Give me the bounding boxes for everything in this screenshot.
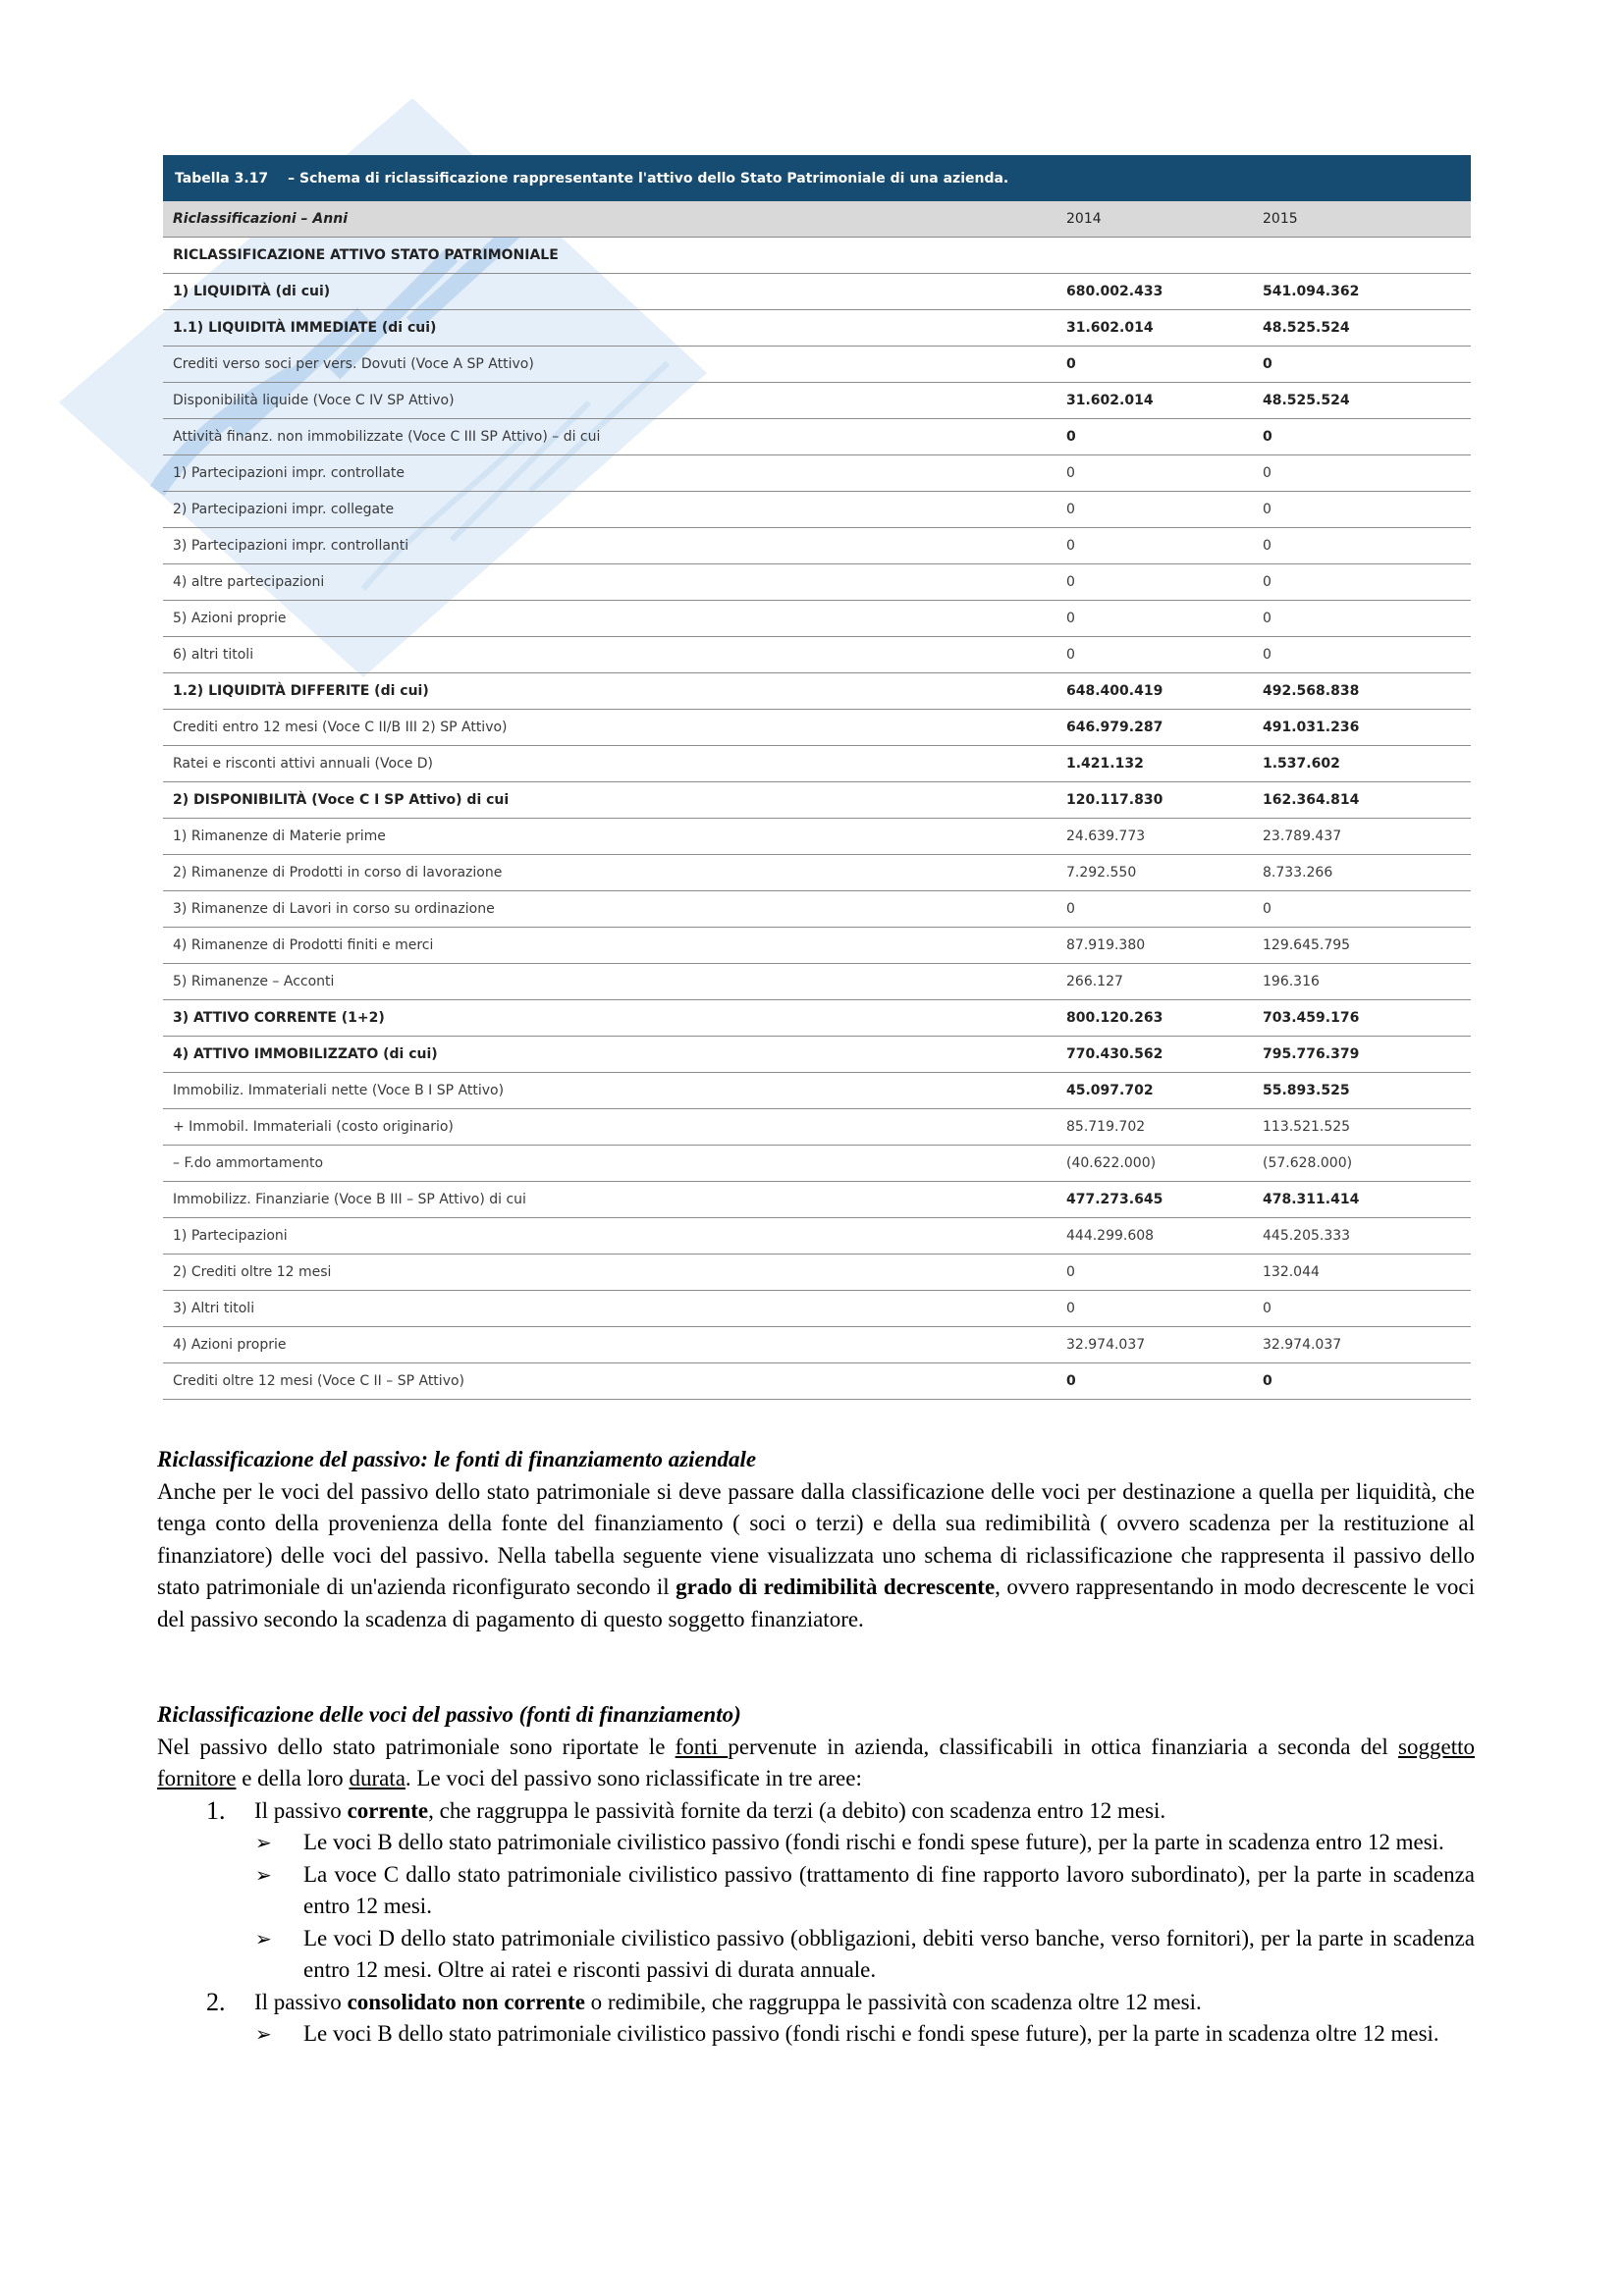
row-value-2014: 0 — [1066, 429, 1076, 445]
row-value-2015: 0 — [1263, 538, 1271, 554]
list-text-part: , che raggruppa le passività fornite da terzi (a debito) con scadenza entro 12 mesi. — [428, 1797, 1166, 1823]
row-value-2015: 23.789.437 — [1263, 828, 1342, 844]
row-value-2015: 0 — [1263, 647, 1271, 663]
row-value-2014: 0 — [1066, 1301, 1075, 1316]
table-caption — [163, 155, 1471, 201]
header-2014: 2014 — [1066, 211, 1102, 227]
table-row — [163, 1037, 1471, 1073]
row-value-2015: 478.311.414 — [1263, 1192, 1360, 1207]
row-value-2015: 0 — [1263, 1301, 1271, 1316]
para-underline: durata — [349, 1766, 406, 1790]
row-label: 3) ATTIVO CORRENTE (1+2) — [173, 1010, 385, 1026]
para-text: pervenute in azienda, classificabili in ottica finanziaria a seconda del — [728, 1734, 1399, 1759]
row-value-2015: 132.044 — [1263, 1264, 1320, 1280]
bullet-text: Le voci D dello stato patrimoniale civilistico passivo (obbligazioni, debiti verso banche, verso fornitori), per la parte in scadenza entro 12 mesi. Oltre ai ratei e risconti passivi di durata annuale. — [303, 1925, 1475, 1982]
row-value-2014: 0 — [1066, 1264, 1075, 1280]
para-text: Anche per le voci del passivo dello stato patrimoniale si deve passare dalla classificazione delle voci per destinazione a quella per liquidità, che tenga conto della provenienza della fonte del finanziamento ( soci o terzi) e della sua redimibilità ( ovvero scadenza per la restituzione al finanziatore) delle voci del passivo. Nella tabella seguente viene visualizzata uno schema di riclassificazione che rappresenta il passivo dello stato patrimoniale di un'azienda riconfigurato secondo il — [157, 1478, 1475, 1599]
row-value-2015: 1.537.602 — [1263, 756, 1340, 772]
row-value-2014: 648.400.419 — [1066, 683, 1163, 699]
table-row — [163, 383, 1471, 419]
bullet-item — [255, 2018, 1475, 2051]
row-value-2014: 1.421.132 — [1066, 756, 1144, 772]
para-underline: soggetto fornitore — [157, 1734, 1475, 1790]
para-text: , ovvero rappresentando in modo decrescente le voci del passivo secondo la scadenza di pagamento di questo soggetto finanziatore. — [157, 1575, 1475, 1631]
row-value-2014: 0 — [1066, 611, 1075, 626]
row-value-2015: (57.628.000) — [1263, 1155, 1353, 1171]
row-value-2015: 703.459.176 — [1263, 1010, 1360, 1026]
row-value-2015: 0 — [1263, 574, 1271, 590]
section-paragraph — [157, 1732, 1475, 1795]
row-label: + Immobil. Immateriali (costo originario) — [173, 1119, 454, 1135]
table-row — [163, 1291, 1471, 1327]
row-value-2015: 0 — [1263, 1373, 1272, 1389]
list-number: 2. — [206, 1987, 226, 2016]
row-value-2014: 646.979.287 — [1066, 720, 1163, 735]
table-row — [163, 928, 1471, 964]
table-row — [163, 347, 1471, 383]
list-text — [254, 1795, 1475, 1828]
row-value-2014: 32.974.037 — [1066, 1337, 1146, 1353]
bullet-item — [255, 1859, 1475, 1923]
row-value-2014: 31.602.014 — [1066, 320, 1154, 336]
table-row — [163, 1182, 1471, 1218]
row-label: 1) Rimanenze di Materie prime — [173, 828, 386, 844]
row-value-2014: 7.292.550 — [1066, 865, 1137, 881]
table-row — [163, 564, 1471, 601]
row-label: 2) Partecipazioni impr. collegate — [173, 502, 395, 517]
row-value-2014: 0 — [1066, 1373, 1076, 1389]
table-row — [163, 601, 1471, 637]
table-row — [163, 819, 1471, 855]
row-value-2015: 491.031.236 — [1263, 720, 1360, 735]
table-row — [163, 238, 1471, 274]
row-label: 2) Rimanenze di Prodotti in corso di lavorazione — [173, 865, 503, 881]
section-paragraph — [157, 1476, 1475, 1636]
row-value-2015: 48.525.524 — [1263, 393, 1350, 408]
row-value-2014: 477.273.645 — [1066, 1192, 1163, 1207]
bullet-item — [255, 1827, 1475, 1859]
row-label: Attività finanz. non immobilizzate (Voce C III SP Attivo) – di cui — [173, 429, 601, 445]
row-value-2015: 541.094.362 — [1263, 284, 1360, 299]
row-value-2015: 0 — [1263, 356, 1272, 372]
bullet-item — [255, 1923, 1475, 1987]
row-value-2015: 445.205.333 — [1263, 1228, 1351, 1244]
table-row — [163, 673, 1471, 710]
section-heading: Riclassificazione del passivo: le fonti di finanziamento aziendale — [157, 1447, 757, 1471]
attivo-table — [163, 155, 1471, 1400]
row-value-2015: 0 — [1263, 901, 1271, 917]
row-label: 1) LIQUIDITÀ (di cui) — [173, 284, 331, 299]
row-value-2014: 0 — [1066, 538, 1075, 554]
row-label: Crediti oltre 12 mesi (Voce C II – SP Attivo) — [173, 1373, 465, 1389]
row-value-2015: 0 — [1263, 502, 1271, 517]
table-header-row — [163, 201, 1471, 238]
table-row — [163, 1073, 1471, 1109]
table-row — [163, 310, 1471, 347]
bullet-text: Le voci B dello stato patrimoniale civilistico passivo (fondi rischi e fondi spese future), per la parte in scadenza entro 12 mesi. — [303, 1830, 1444, 1854]
row-label: 1.1) LIQUIDITÀ IMMEDIATE (di cui) — [173, 320, 437, 336]
para-underline: fonti — [675, 1734, 729, 1759]
section-passivo-intro — [157, 1444, 1475, 1635]
row-value-2015: 129.645.795 — [1263, 937, 1351, 953]
row-value-2015: 492.568.838 — [1263, 683, 1360, 699]
row-label: Immobilizz. Finanziarie (Voce B III – SP Attivo) di cui — [173, 1192, 526, 1207]
table-row — [163, 455, 1471, 492]
table-row — [163, 1218, 1471, 1255]
arrow-bullet-icon: ➢ — [255, 1862, 272, 1887]
row-value-2014: 31.602.014 — [1066, 393, 1154, 408]
table-row — [163, 710, 1471, 746]
bullet-text: Le voci B dello stato patrimoniale civilistico passivo (fondi rischi e fondi spese future), per la parte in scadenza oltre 12 mesi. — [303, 2021, 1439, 2046]
row-value-2015: 795.776.379 — [1263, 1046, 1360, 1062]
table-caption-text: – Schema di riclassificazione rappresentante l'attivo dello Stato Patrimoniale di una azienda. — [288, 170, 1009, 187]
table-row — [163, 1000, 1471, 1037]
arrow-bullet-icon: ➢ — [255, 1831, 272, 1854]
row-value-2014: 800.120.263 — [1066, 1010, 1163, 1026]
row-value-2014: 0 — [1066, 465, 1075, 481]
section-heading: Riclassificazione delle voci del passivo (fonti di finanziamento) — [157, 1702, 741, 1727]
row-label: 1) Partecipazioni impr. controllate — [173, 465, 406, 481]
row-label: 6) altri titoli — [173, 647, 254, 663]
row-value-2014: 444.299.608 — [1066, 1228, 1155, 1244]
table-row — [163, 637, 1471, 673]
row-value-2014: 0 — [1066, 356, 1076, 372]
list-item-1 — [206, 1795, 1475, 1828]
row-label: 4) Rimanenze di Prodotti finiti e merci — [173, 937, 434, 953]
arrow-bullet-icon: ➢ — [255, 2022, 272, 2046]
row-value-2014: 87.919.380 — [1066, 937, 1146, 953]
table-row — [163, 746, 1471, 782]
row-label: 4) ATTIVO IMMOBILIZZATO (di cui) — [173, 1046, 438, 1062]
table-row — [163, 1255, 1471, 1291]
row-value-2015: 0 — [1263, 429, 1272, 445]
list-text-part: Il passivo — [254, 1989, 348, 2014]
row-label: 5) Azioni proprie — [173, 611, 287, 626]
list-item-2 — [206, 1987, 1475, 2019]
row-value-2014: 770.430.562 — [1066, 1046, 1163, 1062]
table-row — [163, 1146, 1471, 1182]
table-body — [163, 238, 1471, 1400]
table-row — [163, 1363, 1471, 1400]
table-caption-number: Tabella 3.17 — [175, 170, 269, 187]
row-value-2015: 113.521.525 — [1263, 1119, 1351, 1135]
table-row — [163, 782, 1471, 819]
bullet-text: La voce C dallo stato patrimoniale civilistico passivo (trattamento di fine rapporto lavoro subordinato), per la parte in scadenza entro 12 mesi. — [303, 1861, 1475, 1918]
row-value-2015: 0 — [1263, 465, 1271, 481]
row-value-2014: (40.622.000) — [1066, 1155, 1157, 1171]
list-text-part: Il passivo — [254, 1797, 348, 1823]
list-text — [254, 1987, 1475, 2019]
header-2015: 2015 — [1263, 211, 1298, 227]
row-label: 1.2) LIQUIDITÀ DIFFERITE (di cui) — [173, 683, 429, 699]
row-label: 3) Partecipazioni impr. controllanti — [173, 538, 409, 554]
row-label: 3) Rimanenze di Lavori in corso su ordinazione — [173, 901, 495, 917]
row-label: 3) Altri titoli — [173, 1301, 255, 1316]
row-label: Crediti verso soci per vers. Dovuti (Voce A SP Attivo) — [173, 356, 534, 372]
row-label: 5) Rimanenze – Acconti — [173, 974, 335, 989]
table-row — [163, 528, 1471, 564]
list-number: 1. — [206, 1795, 226, 1825]
section-voci-passivo — [157, 1699, 1475, 2051]
row-label: Immobiliz. Immateriali nette (Voce B I SP Attivo) — [173, 1083, 505, 1098]
arrow-bullet-icon: ➢ — [255, 1926, 272, 1950]
row-value-2014: 680.002.433 — [1066, 284, 1163, 299]
row-value-2014: 0 — [1066, 502, 1075, 517]
row-label: 4) Azioni proprie — [173, 1337, 287, 1353]
row-value-2015: 162.364.814 — [1263, 792, 1360, 808]
row-label: RICLASSIFICAZIONE ATTIVO STATO PATRIMONIALE — [173, 247, 559, 263]
row-value-2015: 32.974.037 — [1263, 1337, 1342, 1353]
table-row — [163, 419, 1471, 455]
table-row — [163, 1327, 1471, 1363]
row-value-2014: 0 — [1066, 647, 1075, 663]
table-row — [163, 274, 1471, 310]
header-label: Riclassificazioni – Anni — [173, 211, 349, 227]
row-label: Ratei e risconti attivi annuali (Voce D) — [173, 756, 434, 772]
row-value-2014: 24.639.773 — [1066, 828, 1146, 844]
table-row — [163, 891, 1471, 928]
row-value-2015: 8.733.266 — [1263, 865, 1333, 881]
table-row — [163, 1109, 1471, 1146]
row-label: – F.do ammortamento — [173, 1155, 324, 1171]
row-value-2014: 0 — [1066, 574, 1075, 590]
para-bold: grado di redimibilità decrescente — [676, 1575, 996, 1599]
row-label: 1) Partecipazioni — [173, 1228, 288, 1244]
list-text-bold: consolidato non corrente — [347, 1989, 585, 2014]
para-text: Nel passivo dello stato patrimoniale sono riportate le — [157, 1734, 676, 1759]
para-text: e della loro — [236, 1766, 350, 1790]
row-value-2014: 266.127 — [1066, 974, 1123, 989]
row-value-2014: 0 — [1066, 901, 1075, 917]
row-label: Crediti entro 12 mesi (Voce C II/B III 2) SP Attivo) — [173, 720, 508, 735]
row-value-2015: 0 — [1263, 611, 1271, 626]
table-row — [163, 855, 1471, 891]
row-value-2015: 48.525.524 — [1263, 320, 1350, 336]
row-label: 4) altre partecipazioni — [173, 574, 325, 590]
para-text: . Le voci del passivo sono riclassificate in tre aree: — [405, 1766, 862, 1790]
row-label: 2) DISPONIBILITÀ (Voce C I SP Attivo) di cui — [173, 792, 510, 808]
row-value-2014: 120.117.830 — [1066, 792, 1163, 808]
row-value-2015: 196.316 — [1263, 974, 1320, 989]
row-value-2014: 45.097.702 — [1066, 1083, 1154, 1098]
table-row — [163, 964, 1471, 1000]
list-text-bold: corrente — [347, 1797, 429, 1823]
table-row — [163, 492, 1471, 528]
row-label: 2) Crediti oltre 12 mesi — [173, 1264, 332, 1280]
row-value-2015: 55.893.525 — [1263, 1083, 1350, 1098]
list-text-part: o redimibile, che raggruppa le passività con scadenza oltre 12 mesi. — [584, 1989, 1202, 2014]
row-label: Disponibilità liquide (Voce C IV SP Attivo) — [173, 393, 455, 408]
row-value-2014: 85.719.702 — [1066, 1119, 1146, 1135]
